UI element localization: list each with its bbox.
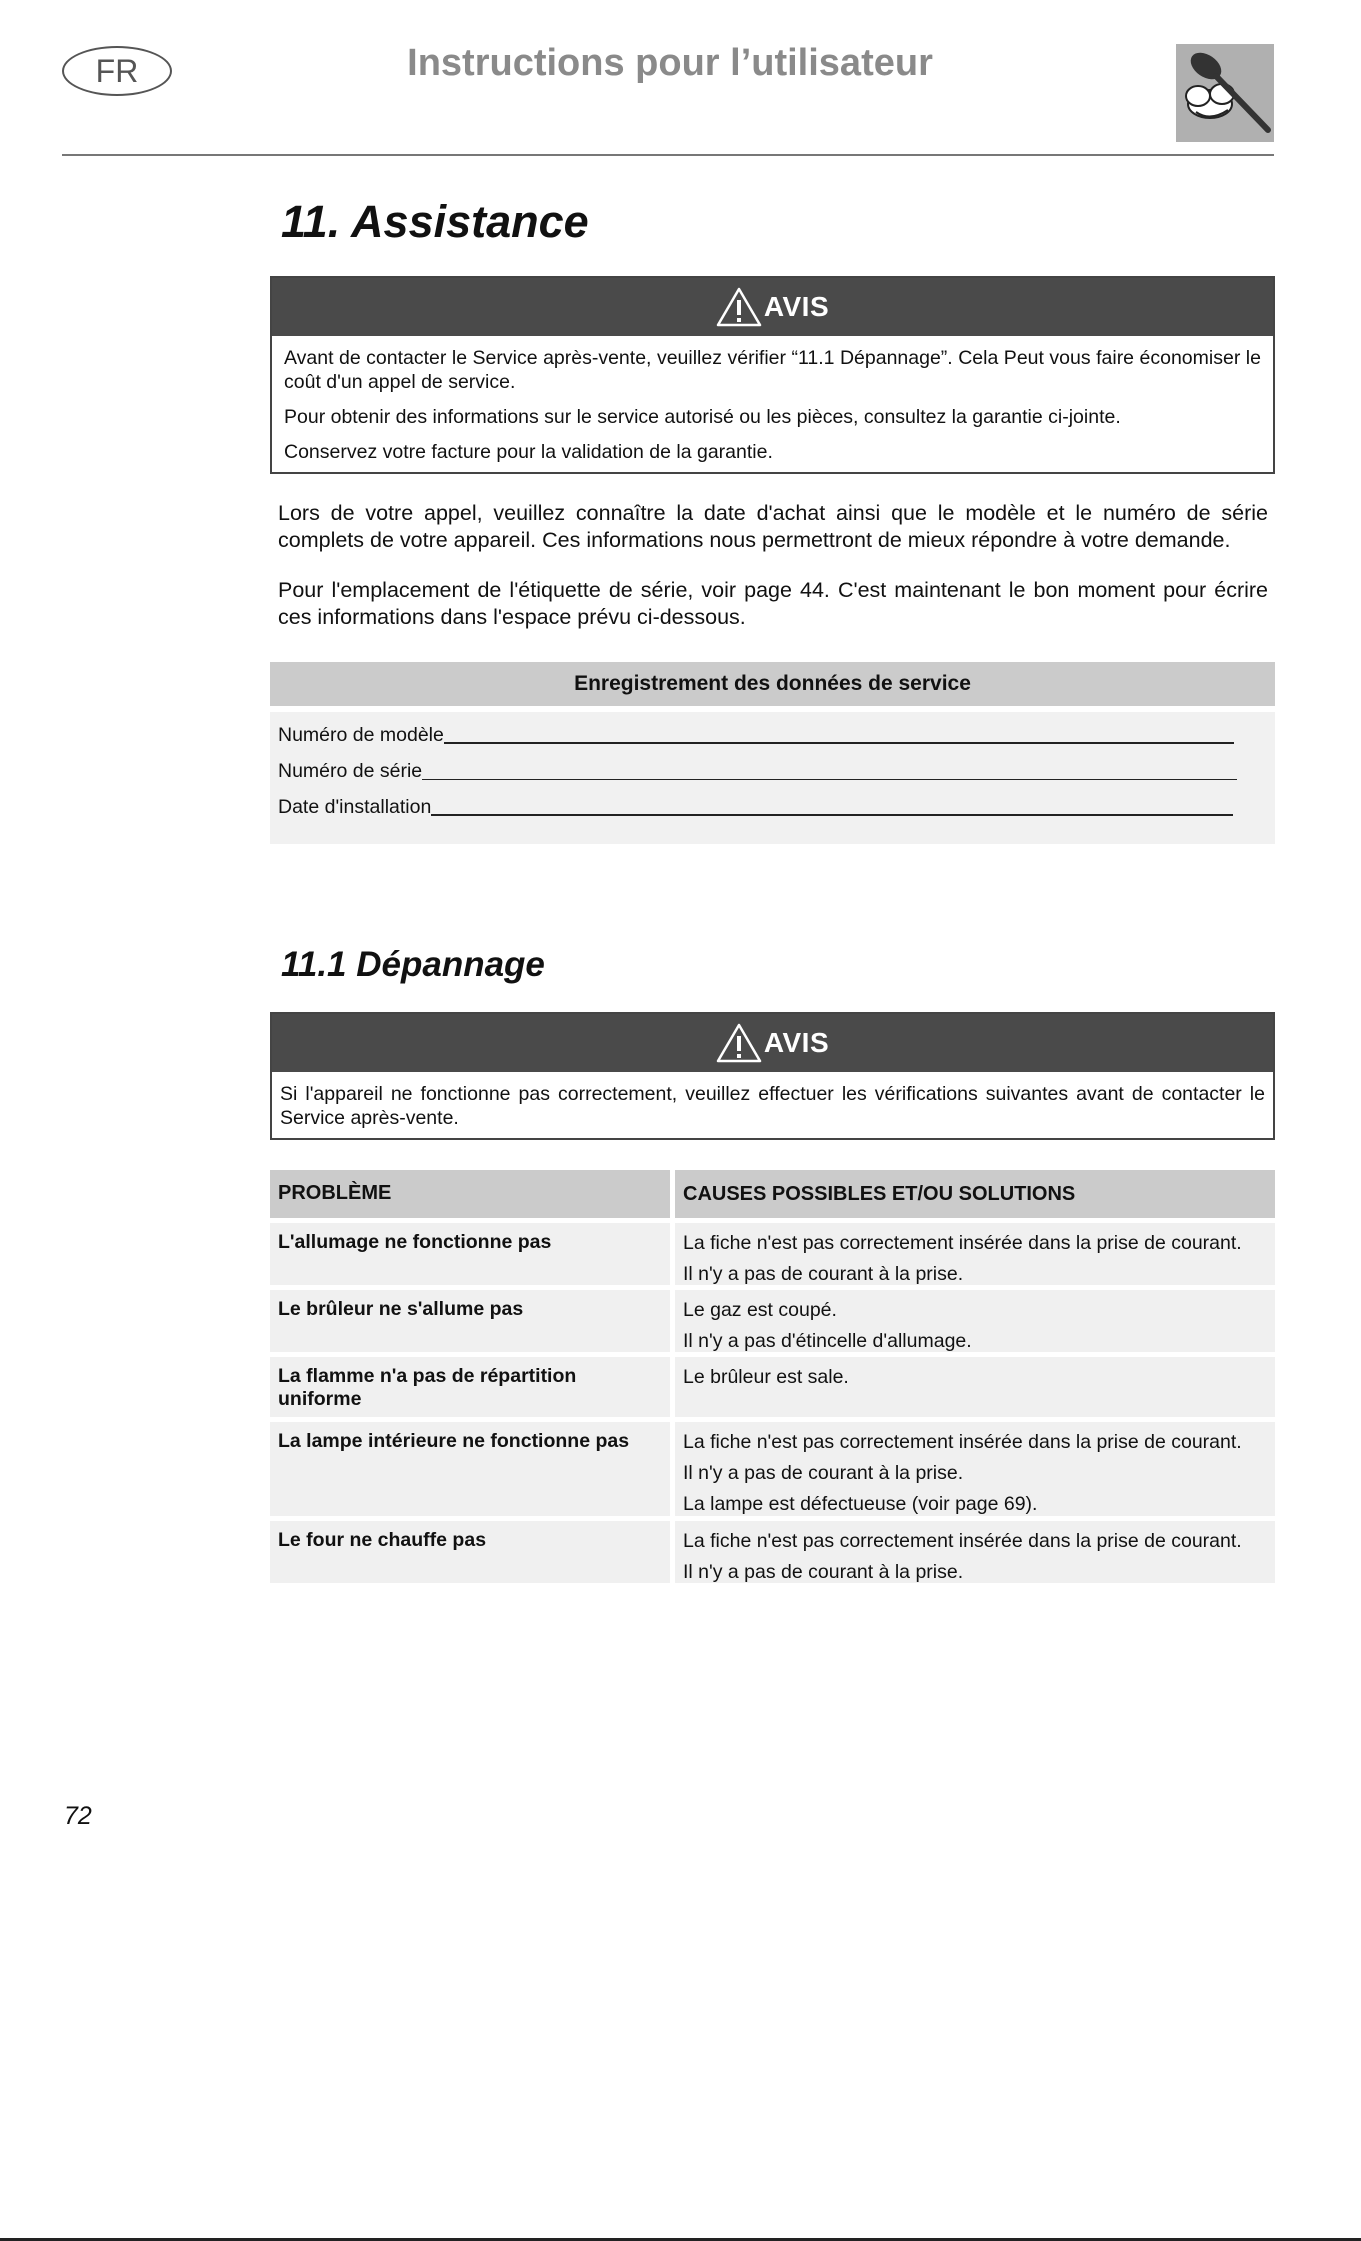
body-paragraph: Pour l'emplacement de l'étiquette de série, voir page 44. C'est maintenant le bon moment pour écrire ces informations dans l'espace prévu ci-dessous. xyxy=(278,578,1268,629)
cause-text: La fiche n'est pas correctement insérée dans la prise de courant. xyxy=(683,1431,1242,1453)
cause-text: Il n'y a pas de courant à la prise. xyxy=(683,1263,964,1285)
subsection-title: 11.1 Dépannage xyxy=(281,945,545,984)
cause-text: Il n'y a pas de courant à la prise. xyxy=(683,1462,964,1484)
notice-body xyxy=(272,336,1273,472)
cause-text: Il n'y a pas de courant à la prise. xyxy=(683,1561,964,1583)
problem-cell: La lampe intérieure ne fonctionne pas xyxy=(270,1422,670,1516)
table-header-row xyxy=(270,1170,1275,1218)
column-header-problem: PROBLÈME xyxy=(270,1170,670,1218)
causes-cell xyxy=(675,1357,1275,1417)
field-label: Numéro de série xyxy=(278,760,423,782)
body-paragraph: Lors de votre appel, veuillez connaître la date d'achat ainsi que le modèle et le numéro de série complets de votre appareil. Ces informations nous permettront de mieux répondre à votre demande. xyxy=(278,501,1268,552)
table-row xyxy=(270,1357,1275,1417)
notice-paragraph: Si l'appareil ne fonctionne pas correctement, veuillez effectuer les vérifications suivantes avant de contacter le Service après-vente. xyxy=(280,1083,1265,1129)
cause-text: La fiche n'est pas correctement insérée dans la prise de courant. xyxy=(683,1232,1242,1254)
page-number: 72 xyxy=(64,1802,92,1830)
field-label: Numéro de modèle xyxy=(278,724,444,746)
column-header-causes: CAUSES POSSIBLES ET/OU SOLUTIONS xyxy=(675,1170,1275,1218)
service-record-title: Enregistrement des données de service xyxy=(574,672,971,695)
causes-cell xyxy=(675,1223,1275,1285)
model-number-line[interactable] xyxy=(444,742,1234,744)
header-divider xyxy=(62,154,1274,156)
table-row xyxy=(270,1422,1275,1516)
problem-cell: L'allumage ne fonctionne pas xyxy=(270,1223,670,1285)
problem-cell: Le four ne chauffe pas xyxy=(270,1521,670,1583)
section-title: 11. Assistance xyxy=(281,196,589,247)
cause-text: Le gaz est coupé. xyxy=(683,1299,837,1321)
notice-paragraph: Conservez votre facture pour la validation de la garantie. xyxy=(284,441,773,463)
chef-spoon-logo-icon xyxy=(1176,44,1274,142)
table-row xyxy=(270,1521,1275,1583)
language-code: FR xyxy=(95,52,139,89)
problem-cell: Le brûleur ne s'allume pas xyxy=(270,1290,670,1352)
notice-paragraph: Pour obtenir des informations sur le service autorisé ou les pièces, consultez la garantie ci-jointe. xyxy=(284,406,1121,428)
language-badge xyxy=(62,46,172,96)
warning-icon xyxy=(716,286,762,328)
form-row-serial xyxy=(278,760,1237,783)
form-row-model xyxy=(278,724,1234,747)
notice-box xyxy=(270,276,1275,474)
table-row xyxy=(270,1290,1275,1352)
notice-box xyxy=(270,1012,1275,1140)
service-record-form xyxy=(270,712,1275,844)
notice-label: AVIS xyxy=(763,1027,830,1058)
causes-cell xyxy=(675,1290,1275,1352)
form-row-install-date xyxy=(278,796,1233,819)
causes-cell xyxy=(675,1422,1275,1516)
troubleshooting-table xyxy=(270,1170,1275,1588)
warning-icon xyxy=(716,1022,762,1064)
notice-header xyxy=(272,1014,1273,1072)
cause-text: Le brûleur est sale. xyxy=(683,1366,849,1388)
notice-label: AVIS xyxy=(763,291,830,322)
problem-cell: La flamme n'a pas de répartition uniforme xyxy=(270,1357,670,1417)
causes-cell xyxy=(675,1521,1275,1583)
header-title: Instructions pour l’utilisateur xyxy=(407,42,933,84)
notice-header xyxy=(272,278,1273,336)
serial-number-line[interactable] xyxy=(422,779,1237,780)
notice-body xyxy=(272,1072,1273,1138)
table-row xyxy=(270,1223,1275,1285)
cause-text: La fiche n'est pas correctement insérée dans la prise de courant. xyxy=(683,1530,1242,1552)
service-record-header xyxy=(270,662,1275,706)
field-label: Date d'installation xyxy=(278,796,432,818)
installation-date-line[interactable] xyxy=(431,814,1233,816)
notice-paragraph: Avant de contacter le Service après-vente, veuillez vérifier “11.1 Dépannage”. Cela Peut vous faire économiser le coût d'un appel de service. xyxy=(284,347,1261,393)
cause-text: La lampe est défectueuse (voir page 69). xyxy=(683,1493,1038,1515)
cause-text: Il n'y a pas d'étincelle d'allumage. xyxy=(683,1330,972,1352)
